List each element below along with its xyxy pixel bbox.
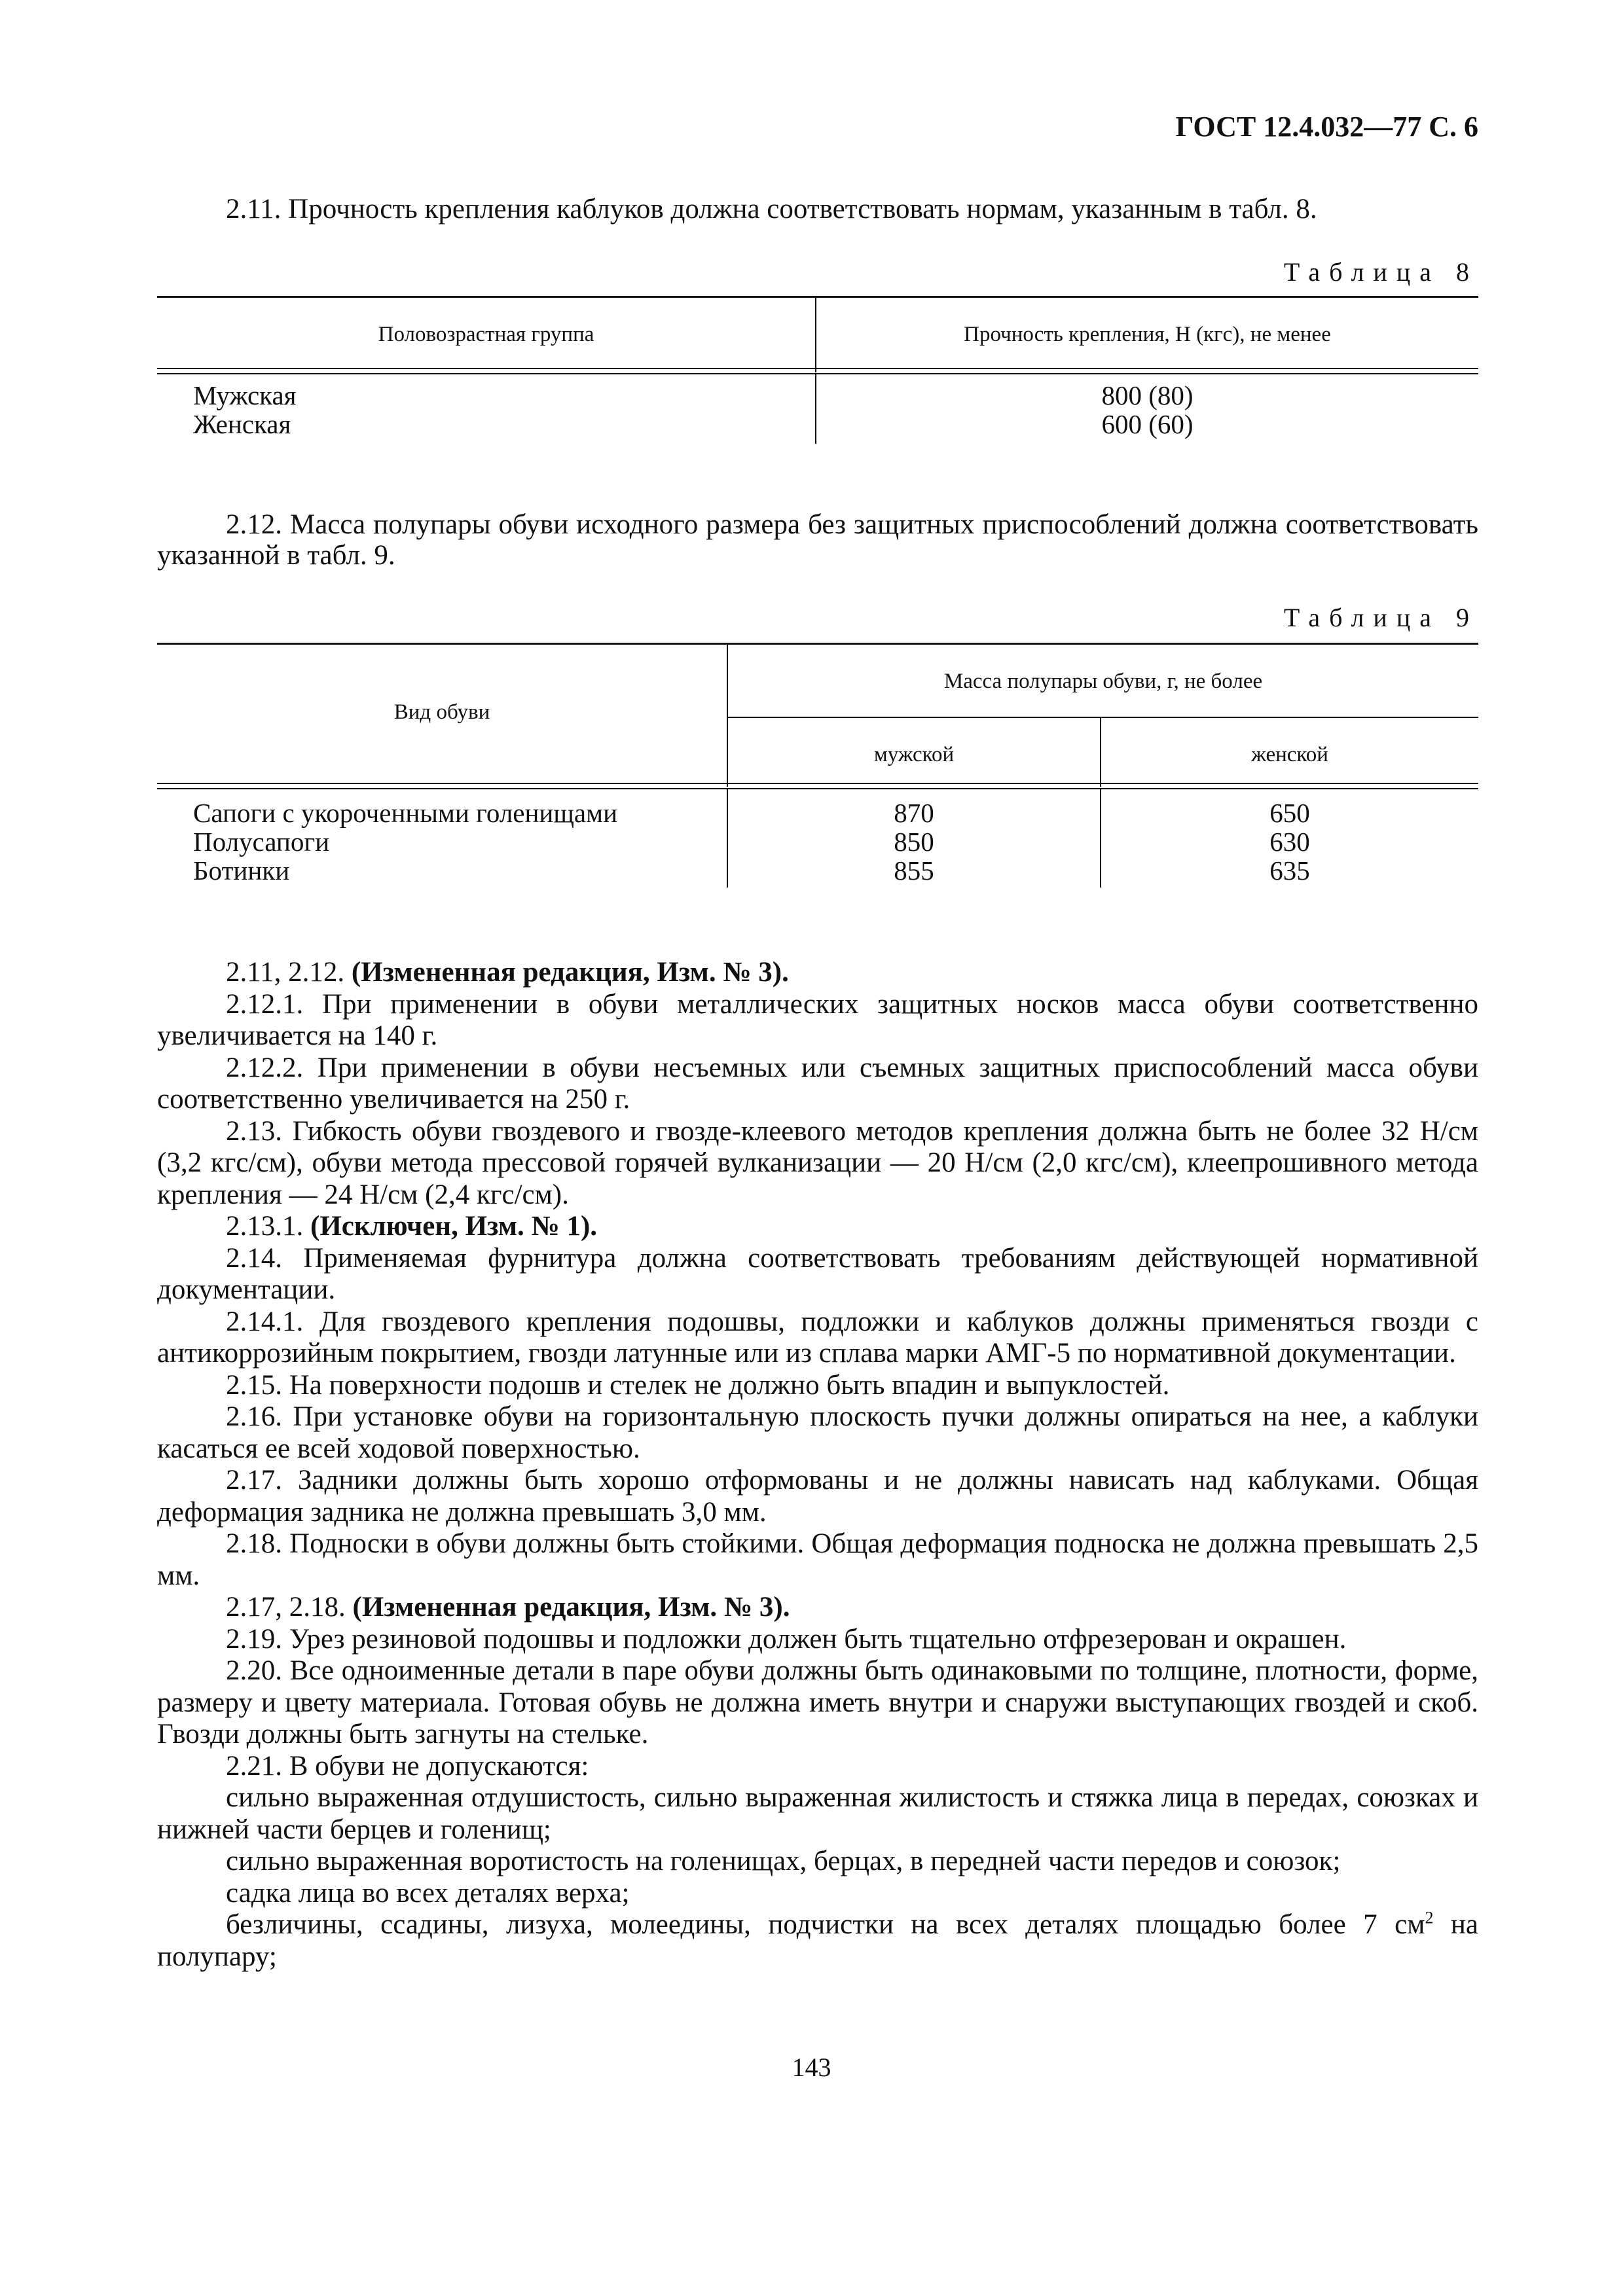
table-9-row-male: 855 bbox=[894, 855, 934, 886]
paragraph-2-16: 2.16. При установке обуви на горизонтальную плоскость пучки должны опираться на нее, а каблуки касаться ее всей ходовой поверхностью. bbox=[157, 1401, 1478, 1464]
paragraph-2-11: 2.11. Прочность крепления каблуков должна соответствовать нормам, указанным в табл. 8. bbox=[226, 194, 1317, 224]
list-item-defect: сильно выраженная воротистость на голенищах, берцах, в передней части передов и союзок; bbox=[226, 1846, 1341, 1876]
table-9-row-female: 650 bbox=[1269, 798, 1310, 828]
paragraph-2-14: 2.14. Применяемая фурнитура должна соответствовать требованиям действующей нормативной документации. bbox=[157, 1242, 1478, 1305]
paragraph-amendment-2-11-2-12: 2.11, 2.12. (Измененная редакция, Изм. № 3). bbox=[226, 957, 789, 988]
table-9-row-kind: Ботинки bbox=[193, 855, 290, 886]
table-9-row-male: 850 bbox=[894, 827, 934, 857]
page-number: 143 bbox=[792, 2053, 831, 2082]
table-9-row-female: 635 bbox=[1269, 855, 1310, 886]
table-8-row-group: Женская bbox=[193, 409, 291, 439]
table-8-row-value: 800 (80) bbox=[1101, 380, 1194, 410]
table-8-caption: Таблица 8 bbox=[1283, 257, 1478, 287]
paragraph-2-12: 2.12. Масса полупары обуви исходного размера без защитных приспособлений должна соответствовать указанной в табл. 9. bbox=[157, 509, 1478, 571]
paragraph-2-13: 2.13. Гибкость обуви гвоздевого и гвозде-клеевого методов крепления должна быть не более 32 Н/см (3,2 кгс/см), обуви метода прессовой горячей вулканизации — 20 Н/см (2,0 кгс/см), клеепрошивного метода крепления — 24 Н/см (2,4 кгс/см). bbox=[157, 1115, 1478, 1210]
paragraph-2-19: 2.19. Урез резиновой подошвы и подложки должен быть тщательно отфрезерован и окрашен. bbox=[226, 1623, 1347, 1655]
paragraph-2-12-1: 2.12.1. При применении в обуви металлических защитных носков масса обуви соответственно увеличивается на 140 г. bbox=[157, 988, 1478, 1051]
table-9-col-kind-header: Вид обуви bbox=[393, 700, 490, 724]
list-item-defect: безличины, ссадины, лизуха, молеедины, подчистки на всех деталях площадью более 7 $см^2$ на полупару; bbox=[157, 1908, 1478, 1972]
table-9-col-female-header: женской bbox=[1251, 743, 1328, 766]
table-8-col-strength-header: Прочность крепления, Н (кгс), не менее bbox=[964, 323, 1331, 346]
paragraph-amendment-2-17-2-18: 2.17, 2.18. (Измененная редакция, Изм. № 3). bbox=[226, 1592, 790, 1623]
list-item-defect: садка лица во всех деталях верха; bbox=[226, 1877, 630, 1909]
paragraph-2-15: 2.15. На поверхности подошв и стелек не должно быть впадин и выпуклостей. bbox=[226, 1369, 1170, 1401]
table-8-header-rule bbox=[157, 368, 1478, 374]
table-9-col-male-header: мужской bbox=[873, 743, 955, 766]
paragraph-2-12-2: 2.12.2. При применении в обуви несъемных или съемных защитных приспособлений масса обуви соответственно увеличивается на 250 г. bbox=[157, 1052, 1478, 1115]
table-9-header-rule bbox=[157, 783, 1478, 789]
table-9-row-kind: Полусапоги bbox=[193, 827, 330, 857]
paragraph-2-21: 2.21. В обуви не допускаются: bbox=[226, 1750, 589, 1782]
paragraph-2-18: 2.18. Подноски в обуви должны быть стойкими. Общая деформация подноска не должна превышать 2,5 мм. bbox=[157, 1528, 1478, 1591]
table-8-row-value: 600 (60) bbox=[1101, 409, 1194, 439]
table-9-subheader-rule bbox=[727, 717, 1478, 718]
table-9-row-female: 630 bbox=[1269, 827, 1310, 857]
table-8-row-group: Мужская bbox=[193, 380, 297, 410]
table-8-col-group-header: Половозрастная группа bbox=[378, 323, 594, 346]
paragraph-2-20: 2.20. Все одноименные детали в паре обуви должны быть одинаковыми по толщине, плотности, форме, размеру и цвету материала. Готовая обувь не должна иметь внутри и снаружи выступающих гвоздей и скоб. Гвозди должны быть загнуты на стельке. bbox=[157, 1655, 1478, 1749]
paragraph-2-14-1: 2.14.1. Для гвоздевого крепления подошвы, подложки и каблуков должны применяться гвозди с антикоррозийным покрытием, гвозди латунные или из сплава марки АМГ-5 по нормативной документации. bbox=[157, 1306, 1478, 1369]
table-8-top-rule bbox=[157, 296, 1478, 298]
paragraph-2-13-1: 2.13.1. (Исключен, Изм. № 1). bbox=[226, 1211, 598, 1242]
table-9-top-rule bbox=[157, 643, 1478, 645]
paragraph-2-17: 2.17. Задники должны быть хорошо отформованы и не должны нависать над каблуками. Общая деформация задника не должна превышать 3,0 мм. bbox=[157, 1465, 1478, 1528]
table-9-caption: Таблица 9 bbox=[1283, 603, 1478, 632]
table-9-row-male: 870 bbox=[894, 798, 934, 828]
body-text bbox=[157, 957, 1478, 1973]
page-header: ГОСТ 12.4.032—77 С. 6 bbox=[1175, 111, 1478, 143]
table-9-row-kind: Сапоги с укороченными голенищами bbox=[193, 798, 618, 828]
list-item-defect: сильно выраженная отдушистость, сильно выраженная жилистость и стяжка лица в передах, союзках и нижней части берцев и голенищ; bbox=[157, 1782, 1478, 1845]
table-9-col-mass-header: Масса полупары обуви, г, не более bbox=[943, 670, 1263, 693]
